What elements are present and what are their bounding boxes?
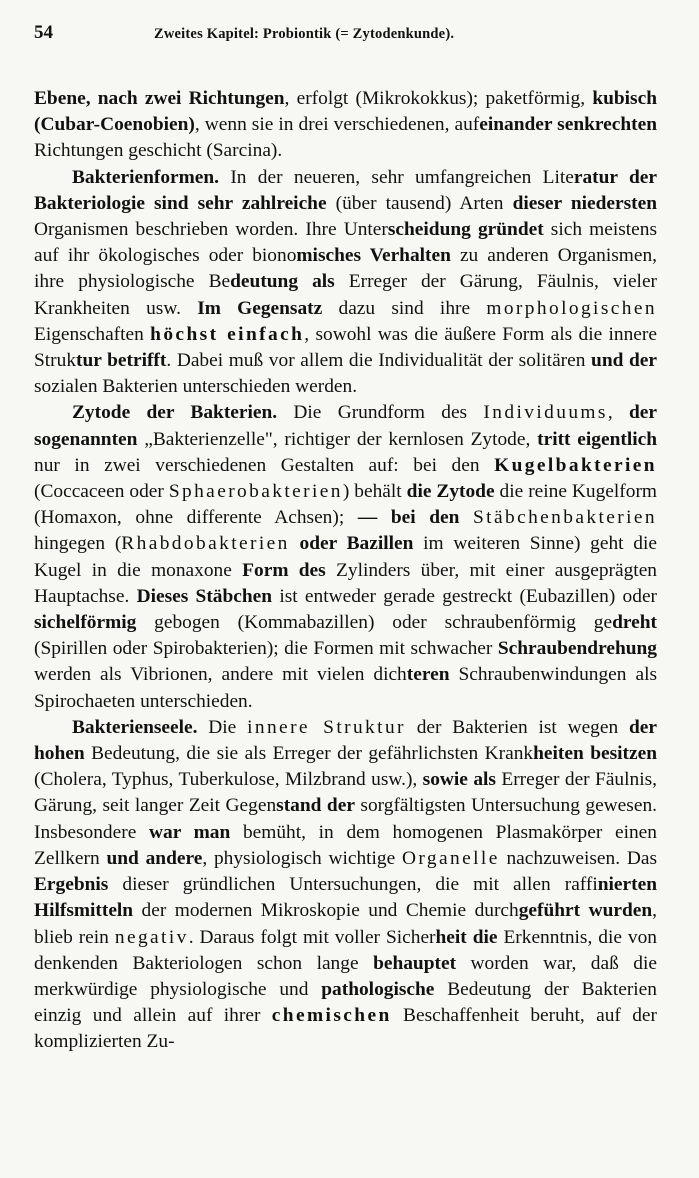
text-run: behauptet — [373, 952, 457, 974]
text-run: deutung als — [230, 271, 335, 293]
text-run: Schraubendrehung — [497, 638, 657, 660]
text-run: Richtungen geschicht (Sarcina). — [34, 140, 283, 162]
page-number: 54 — [34, 22, 53, 43]
text-run: (Coccaceen oder — [34, 481, 169, 503]
text-run: teren — [406, 664, 450, 686]
text-run: „Bakterienzelle", richtiger der kernlosen Zytode, — [137, 428, 538, 450]
text-run: werden als Vibrionen, andere mit vielen dich — [34, 664, 407, 686]
text-run: nur in zwei verschiedenen Gestalten auf: bei den — [34, 454, 495, 476]
text-run: scheidung gründet — [387, 219, 544, 241]
text-run: tritt eigentlich — [537, 428, 657, 450]
text-run: Ergebnis — [34, 874, 109, 896]
text-run: In der neueren, sehr umfangreichen Lite — [219, 166, 574, 188]
text-run: und der — [591, 350, 658, 372]
text-run: Eigenschaften — [34, 323, 151, 345]
text-run: Im Gegensatz — [197, 297, 323, 319]
text-run: innere Struktur — [247, 716, 406, 738]
text-run: Form des — [242, 559, 326, 581]
text-run: , blieb rein — [34, 900, 658, 948]
text-run: ratur der Bakteriologie sind sehr zahlreiche — [34, 166, 657, 214]
text-run: heit die — [435, 926, 498, 948]
text-run: kubisch (Cubar-Coenobien) — [34, 88, 657, 136]
text-run: Organelle — [402, 847, 500, 869]
text-run: dieser niedersten — [512, 192, 657, 214]
text-run: Zylinders über, mit einer ausgeprägten Hauptachse. — [34, 559, 657, 607]
text-run: , physiologisch wichtige — [202, 847, 402, 869]
text-run: höchst einfach — [150, 323, 305, 345]
text-run: sorgfältigsten Untersuchung gewesen. Insbesondere — [34, 795, 657, 843]
text-run: nierten Hilfsmitteln — [34, 874, 657, 922]
text-run: . Daraus folgt mit voller Sicher — [188, 926, 436, 948]
text-run: negativ — [114, 926, 189, 948]
text-run: Stäbchenbakterien — [473, 507, 658, 529]
text-run: sich meistens auf ihr ökologisches oder biono — [34, 219, 657, 267]
text-run: (Spirillen oder Spirobakterien); die Formen mit schwacher — [34, 638, 498, 660]
text-run: im weiteren Sinne) geht die Kugel in die monaxone — [34, 533, 657, 581]
paragraph — [34, 400, 657, 714]
text-run: (über tausend) Arten — [326, 192, 513, 214]
text-run: Kugelbakterien — [494, 454, 657, 476]
text-run: pathologische — [321, 978, 435, 1000]
text-run: gebogen (Kommabazillen) oder schraubenförmig ge — [136, 612, 613, 634]
text-run: war man — [149, 821, 231, 843]
chapter-title: Zweites Kapitel: Probiontik (= Zytodenkunde). — [154, 26, 455, 42]
text-run: , erfolgt (Mikrokokkus); paketförmig, — [284, 88, 593, 109]
text-run: Sphaerobakterien — [168, 481, 343, 503]
text-run: Erkenntnis, die von denkenden Bakteriologen schon lange — [34, 926, 657, 974]
text-run: morphologischen — [486, 297, 657, 319]
text-run: Bedeutung der Bakterien einzig und allein auf ihrer — [34, 978, 657, 1027]
text-run: sowie als — [422, 769, 496, 791]
text-run: sozialen Bakterien unterschieden werden. — [34, 376, 358, 398]
text-run: misches Verhalten — [296, 245, 451, 267]
text-run: geführt wurden — [518, 900, 653, 922]
text-run: der modernen Mikroskopie und Chemie durch — [133, 900, 519, 922]
text-run: die reine Kugelform (Homaxon, ohne differente Achsen); — [34, 481, 657, 529]
text-run: Individuums — [483, 402, 608, 424]
text-run: Zytode der Bakterien. — [72, 402, 278, 424]
text-run: sichelförmig — [34, 612, 137, 634]
paragraph — [34, 715, 657, 1056]
text-run: Bedeutung, die sie als Erreger der gefährlichsten Krank — [84, 743, 534, 765]
text-run: hingegen ( — [34, 533, 122, 555]
paragraph — [34, 165, 657, 401]
text-run: und andere — [106, 847, 203, 869]
running-head — [34, 22, 657, 56]
text-run: — bei den — [357, 507, 473, 529]
text-run: Erreger der Fäulnis, Gärung, seit langer Zeit Gegen — [34, 769, 657, 817]
text-run: Ebene, nach zwei Richtungen — [34, 88, 285, 109]
text-run: der hohen — [34, 716, 657, 765]
text-run: ist entweder gerade gestreckt (Eubazillen) oder — [272, 585, 658, 607]
text-run: ) behält — [342, 481, 407, 503]
text-run: Organismen beschrieben worden. Ihre Unter — [34, 219, 388, 241]
text-run: stand der — [276, 795, 355, 817]
text-run: , sowohl was die äußere Form als die innere Struk — [34, 323, 657, 372]
text-run: Bakterienformen. — [72, 166, 220, 188]
text-run: worden war, daß die merkwürdige physiologische und — [34, 952, 657, 1000]
text-run: zu anderen Organismen, ihre physiologische Be — [34, 245, 657, 293]
text-run: tur betrifft — [76, 350, 167, 372]
text-run: dazu sind ihre — [322, 297, 487, 319]
text-run: Dieses Stäbchen — [136, 585, 273, 607]
text-run: einander senkrechten — [479, 114, 657, 136]
text-run: oder Bazillen — [299, 533, 414, 555]
text-run — [290, 533, 300, 554]
text-run: dieser gründlichen Untersuchungen, die mit allen raffi — [108, 874, 598, 896]
text-run: nachzuweisen. Das — [499, 847, 658, 869]
text-run: . Dabei muß vor allem die Individualität der solitären — [166, 350, 592, 372]
body-text — [34, 86, 657, 1056]
text-run: chemischen — [271, 1005, 392, 1027]
text-run: Erreger der Gärung, Fäulnis, vieler Krankheiten usw. — [34, 271, 658, 319]
text-run: der sogenannten — [34, 402, 657, 450]
text-run: , wenn sie in drei verschiedenen, auf — [194, 114, 480, 136]
text-run: Rhabdobakterien — [121, 533, 290, 555]
text-run: Schraubenwindungen als Spirochaeten unterschieden. — [34, 664, 658, 712]
text-run: heiten besitzen — [533, 743, 657, 765]
text-run: Beschaffenheit beruht, auf der komplizierten Zu- — [34, 1005, 657, 1053]
text-run: Bakterienseele. — [72, 716, 198, 738]
text-run: (Cholera, Typhus, Tuberkulose, Milzbrand usw.), — [34, 769, 423, 791]
text-run: Die — [197, 716, 248, 738]
text-run: Die Grundform des — [277, 402, 484, 424]
text-run: , — [607, 402, 629, 424]
text-run: dreht — [612, 612, 657, 634]
text-run: der Bakterien ist wegen — [405, 716, 629, 738]
paragraph — [34, 86, 657, 165]
text-run: die Zytode — [406, 481, 495, 503]
text-run: bemüht, in dem homogenen Plasmakörper einen Zellkern — [34, 821, 657, 869]
